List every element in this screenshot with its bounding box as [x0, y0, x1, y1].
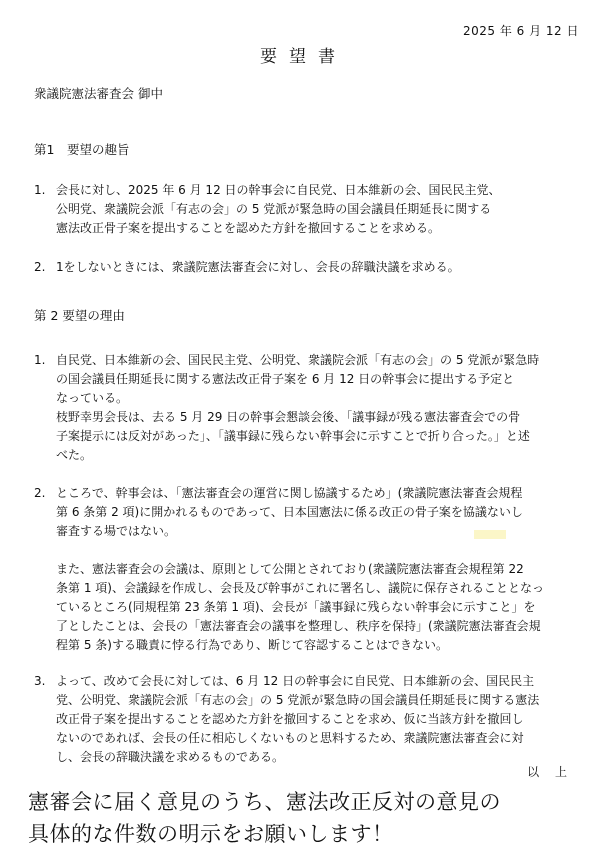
document-title: 要望書 [260, 47, 347, 67]
footer-caption [28, 786, 588, 850]
text-line: 条第 1 項)、会議録を作成し、会長及び幹事がこれに署名し、議院に保存されることとなっ [56, 581, 544, 595]
text-line: 党、公明党、衆議院会派「有志の会」の 5 党派が緊急時の国会議員任期延長に関する憲法 [56, 693, 540, 707]
section1-item-2 [34, 258, 589, 277]
section2-item-3 [34, 672, 589, 767]
section1-heading: 第1 要望の趣旨 [34, 142, 130, 157]
item-number: 2. [34, 486, 46, 500]
addressee: 衆議院憲法審査会 御中 [34, 86, 163, 101]
text-line: 会長に対し、2025 年 6 月 12 日の幹事会に自民党、日本維新の会、国民民主党、 [56, 183, 501, 197]
text-line: 自民党、日本維新の会、国民民主党、公明党、衆議院会派「有志の会」の 5 党派が緊急時 [56, 353, 540, 367]
text-line: よって、改めて会長に対しては、6 月 12 日の幹事会に自民党、日本維新の会、国民民主 [56, 674, 535, 688]
text-line: なっている。 [56, 391, 129, 405]
text-line: ところで、幹事会は、「憲法審査会の運営に関し協議するため」(衆議院憲法審査会規程 [56, 486, 523, 500]
document-date: 2025 年 6 月 12 日 [462, 24, 579, 38]
text-line: 了としたことは、会長の「憲法審査会の議事を整理し、秩序を保持」(衆議院憲法審査会規 [56, 619, 541, 633]
text-line: ないのであれば、会長の任に相応しくないものと思料するため、衆議院憲法審査会に対 [56, 731, 524, 745]
text-line: また、憲法審査会の会議は、原則として公開とされており(衆議院憲法審査会規程第 22 [56, 562, 524, 576]
text-line: べた。 [56, 448, 93, 462]
text-line: 改正骨子案を提出することを認めた方針を撤回することを求め、仮に当該方針を撤回し [56, 712, 524, 726]
footer-line: 憲審会に届く意見のうち、憲法改正反対の意見の [28, 790, 501, 814]
item-number: 3. [34, 674, 46, 688]
section2-item-1 [34, 351, 589, 465]
end-mark: 以 上 [527, 765, 573, 779]
text-line: の国会議員任期延長に関する憲法改正骨子案を 6 月 12 日の幹事会に提出する予定と [56, 372, 515, 386]
text-line: 第 6 条第 2 項)に開かれるものであって、日本国憲法に係る改正の骨子案を協議ないし [56, 505, 523, 519]
text-line: 子案提示には反対があった」、「議事録に残らない幹事会に示すことで折り合った。」と述 [56, 429, 530, 443]
text-line: ているところ(同規程第 23 条第 1 項)、会長が「議事録に残らない幹事会に示すこと」を [56, 600, 536, 614]
text-line: 公明党、衆議院会派「有志の会」の 5 党派が緊急時の国会議員任期延長に関する [56, 202, 492, 216]
text-line: 程第 5 条)する職責に悖る行為であり、断じて容認することはできない。 [56, 638, 448, 652]
section2-item-2 [34, 484, 589, 655]
section1-item-1 [34, 181, 589, 238]
text-line: 枝野幸男会長は、去る 5 月 29 日の幹事会懇談会後、「議事録が残る憲法審査会での骨 [56, 410, 521, 424]
section2-heading: 第 2 要望の理由 [34, 308, 125, 323]
item-number: 2. [34, 260, 46, 274]
item-number: 1. [34, 353, 46, 367]
item-number: 1. [34, 183, 46, 197]
text-line: 1をしないときには、衆議院憲法審査会に対し、会長の辞職決議を求める。 [56, 260, 460, 274]
footer-line: 具体的な件数の明示をお願いします！ [28, 822, 394, 846]
text-line: し、会長の辞職決議を求めるものである。 [56, 750, 285, 764]
text-line: 審査する場ではない。 [56, 524, 177, 538]
text-line: 憲法改正骨子案を提出することを認めた方針を撤回することを求める。 [56, 221, 441, 235]
